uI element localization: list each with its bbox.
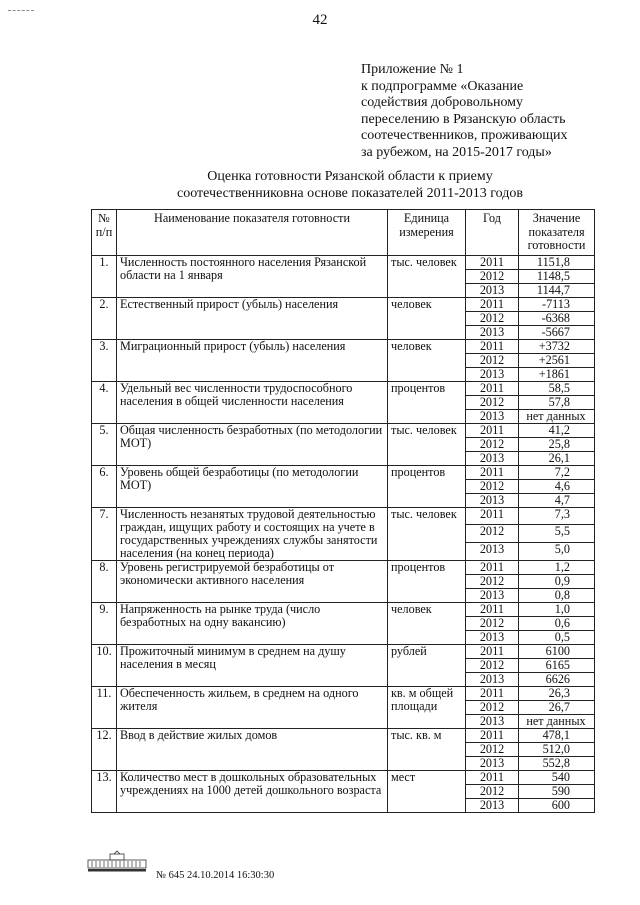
header-value: Значение показателя готовности — [519, 210, 595, 256]
table-row — [92, 560, 595, 574]
appendix-line: переселению в Рязанскую область — [361, 111, 566, 127]
value-cell: 5,5 — [519, 525, 595, 543]
value-cell: 1,2 — [519, 560, 595, 574]
value-cell: 1,0 — [519, 602, 595, 616]
row-number: 8. — [92, 560, 117, 602]
value-cell: +2561 — [519, 353, 595, 367]
value-cell: 26,7 — [519, 700, 595, 714]
row-number: 11. — [92, 686, 117, 728]
year-cell: 2013 — [466, 798, 519, 812]
value-cell: 57,8 — [519, 395, 595, 409]
year-cell: 2012 — [466, 479, 519, 493]
year-cell: 2012 — [466, 311, 519, 325]
unit-cell: тыс. кв. м — [388, 728, 466, 770]
header-name: Наименование показателя готовности — [117, 210, 388, 256]
year-cell: 2011 — [466, 728, 519, 742]
appendix-line: соотечественников, проживающих — [361, 128, 568, 143]
value-cell: 552,8 — [519, 756, 595, 770]
value-cell: -7113 — [519, 297, 595, 311]
value-cell: нет данных — [519, 409, 595, 423]
value-cell: 0,9 — [519, 574, 595, 588]
year-cell: 2012 — [466, 616, 519, 630]
table-row — [92, 602, 595, 616]
year-cell: 2013 — [466, 367, 519, 381]
row-number: 2. — [92, 297, 117, 339]
unit-cell: человек — [388, 339, 466, 381]
indicator-name: Миграционный прирост (убыль) населения — [117, 339, 388, 381]
year-cell: 2012 — [466, 525, 519, 543]
table-header-row — [92, 210, 595, 256]
value-cell: 4,7 — [519, 493, 595, 507]
appendix-note — [361, 62, 568, 161]
unit-cell: процентов — [388, 465, 466, 507]
value-cell: 26,1 — [519, 451, 595, 465]
value-cell: 1144,7 — [519, 283, 595, 297]
value-cell: 6165 — [519, 658, 595, 672]
year-cell: 2013 — [466, 409, 519, 423]
value-cell: 0,5 — [519, 630, 595, 644]
indicator-name: Уровень общей безработицы (по методологии МОТ) — [117, 465, 388, 507]
value-cell: 0,6 — [519, 616, 595, 630]
value-cell: 0,8 — [519, 588, 595, 602]
year-cell: 2013 — [466, 714, 519, 728]
value-cell: 41,2 — [519, 423, 595, 437]
value-cell: 600 — [519, 798, 595, 812]
unit-cell: человек — [388, 602, 466, 644]
header-year: Год — [466, 210, 519, 256]
table-row — [92, 423, 595, 437]
readiness-table — [91, 209, 595, 813]
year-cell: 2012 — [466, 395, 519, 409]
value-cell: +3732 — [519, 339, 595, 353]
indicator-name: Ввод в действие жилых домов — [117, 728, 388, 770]
table-row — [92, 644, 595, 658]
unit-cell: процентов — [388, 381, 466, 423]
table-row — [92, 297, 595, 311]
value-cell: 7,3 — [519, 507, 595, 525]
row-number: 1. — [92, 255, 117, 297]
indicator-name: Количество мест в дошкольных образовательных учреждениях на 1000 детей дошкольного возраста — [117, 770, 388, 812]
year-cell: 2012 — [466, 574, 519, 588]
table-row — [92, 255, 595, 269]
row-number: 12. — [92, 728, 117, 770]
row-number: 13. — [92, 770, 117, 812]
header-num: № п/п — [92, 210, 117, 256]
table-row — [92, 465, 595, 479]
year-cell: 2013 — [466, 588, 519, 602]
value-cell: 590 — [519, 784, 595, 798]
value-cell: 58,5 — [519, 381, 595, 395]
row-number: 5. — [92, 423, 117, 465]
year-cell: 2011 — [466, 297, 519, 311]
row-number: 3. — [92, 339, 117, 381]
title-line: Оценка готовности Рязанской области к приему — [207, 169, 493, 184]
year-cell: 2011 — [466, 423, 519, 437]
indicator-name: Общая численность безработных (по методологии МОТ) — [117, 423, 388, 465]
year-cell: 2012 — [466, 700, 519, 714]
indicator-name: Обеспеченность жильем, в среднем на одного жителя — [117, 686, 388, 728]
value-cell: 26,3 — [519, 686, 595, 700]
year-cell: 2011 — [466, 770, 519, 784]
unit-cell: мест — [388, 770, 466, 812]
unit-cell: тыс. человек — [388, 255, 466, 297]
row-number: 10. — [92, 644, 117, 686]
value-cell: -6368 — [519, 311, 595, 325]
registration-stamp: № 645 24.10.2014 16:30:30 — [156, 870, 275, 881]
year-cell: 2013 — [466, 672, 519, 686]
indicator-name: Напряженность на рынке труда (число безработных на одну вакансию) — [117, 602, 388, 644]
indicator-name: Численность незанятых трудовой деятельностью граждан, ищущих работу и состоящих на учете в государственных учреждениях службы занятости населения (на конец периода) — [117, 507, 388, 560]
table-row — [92, 770, 595, 784]
value-cell: 25,8 — [519, 437, 595, 451]
year-cell: 2011 — [466, 560, 519, 574]
year-cell: 2013 — [466, 542, 519, 560]
year-cell: 2013 — [466, 283, 519, 297]
year-cell: 2012 — [466, 742, 519, 756]
indicator-name: Численность постоянного населения Рязанской области на 1 января — [117, 255, 388, 297]
value-cell: 4,6 — [519, 479, 595, 493]
appendix-line: содействия добровольному — [361, 95, 524, 110]
government-building-logo — [86, 850, 148, 872]
table-row — [92, 339, 595, 353]
year-cell: 2013 — [466, 493, 519, 507]
table-row — [92, 728, 595, 742]
table-row — [92, 381, 595, 395]
row-number: 7. — [92, 507, 117, 560]
page-number: 42 — [312, 12, 328, 28]
year-cell: 2011 — [466, 686, 519, 700]
table-row — [92, 686, 595, 700]
value-cell: 6100 — [519, 644, 595, 658]
row-number: 9. — [92, 602, 117, 644]
indicator-name: Уровень регистрируемой безработицы от экономически активного населения — [117, 560, 388, 602]
header-unit: Единица измерения — [388, 210, 466, 256]
value-cell: -5667 — [519, 325, 595, 339]
indicator-name: Прожиточный минимум в среднем на душу населения в месяц — [117, 644, 388, 686]
year-cell: 2013 — [466, 630, 519, 644]
value-cell: 512,0 — [519, 742, 595, 756]
table-row — [92, 507, 595, 525]
unit-cell: тыс. человек — [388, 423, 466, 465]
value-cell: +1861 — [519, 367, 595, 381]
unit-cell: процентов — [388, 560, 466, 602]
scan-corner-mark — [8, 10, 34, 11]
year-cell: 2012 — [466, 269, 519, 283]
year-cell: 2011 — [466, 507, 519, 525]
year-cell: 2011 — [466, 339, 519, 353]
year-cell: 2011 — [466, 644, 519, 658]
value-cell: 6626 — [519, 672, 595, 686]
unit-cell: человек — [388, 297, 466, 339]
value-cell: нет данных — [519, 714, 595, 728]
year-cell: 2011 — [466, 602, 519, 616]
year-cell: 2013 — [466, 325, 519, 339]
value-cell: 7,2 — [519, 465, 595, 479]
unit-cell: кв. м общей площади — [388, 686, 466, 728]
year-cell: 2011 — [466, 381, 519, 395]
year-cell: 2012 — [466, 437, 519, 451]
indicator-name: Естественный прирост (убыль) населения — [117, 297, 388, 339]
indicator-name: Удельный вес численности трудоспособного населения в общей численности населения — [117, 381, 388, 423]
value-cell: 1148,5 — [519, 269, 595, 283]
row-number: 4. — [92, 381, 117, 423]
year-cell: 2011 — [466, 465, 519, 479]
title-line: соотечественниковна основе показателей 2011-2013 годов — [177, 186, 523, 201]
year-cell: 2013 — [466, 451, 519, 465]
value-cell: 478,1 — [519, 728, 595, 742]
value-cell: 1151,8 — [519, 255, 595, 269]
unit-cell: рублей — [388, 644, 466, 686]
year-cell: 2012 — [466, 658, 519, 672]
unit-cell: тыс. человек — [388, 507, 466, 560]
document-title — [0, 168, 640, 202]
year-cell: 2012 — [466, 353, 519, 367]
row-number: 6. — [92, 465, 117, 507]
value-cell: 5,0 — [519, 542, 595, 560]
appendix-line: Приложение № 1 — [361, 62, 464, 77]
appendix-line: к подпрограмме «Оказание — [361, 78, 524, 94]
year-cell: 2011 — [466, 255, 519, 269]
appendix-line: за рубежом, на 2015-2017 годы» — [361, 144, 552, 160]
value-cell: 540 — [519, 770, 595, 784]
year-cell: 2013 — [466, 756, 519, 770]
year-cell: 2012 — [466, 784, 519, 798]
